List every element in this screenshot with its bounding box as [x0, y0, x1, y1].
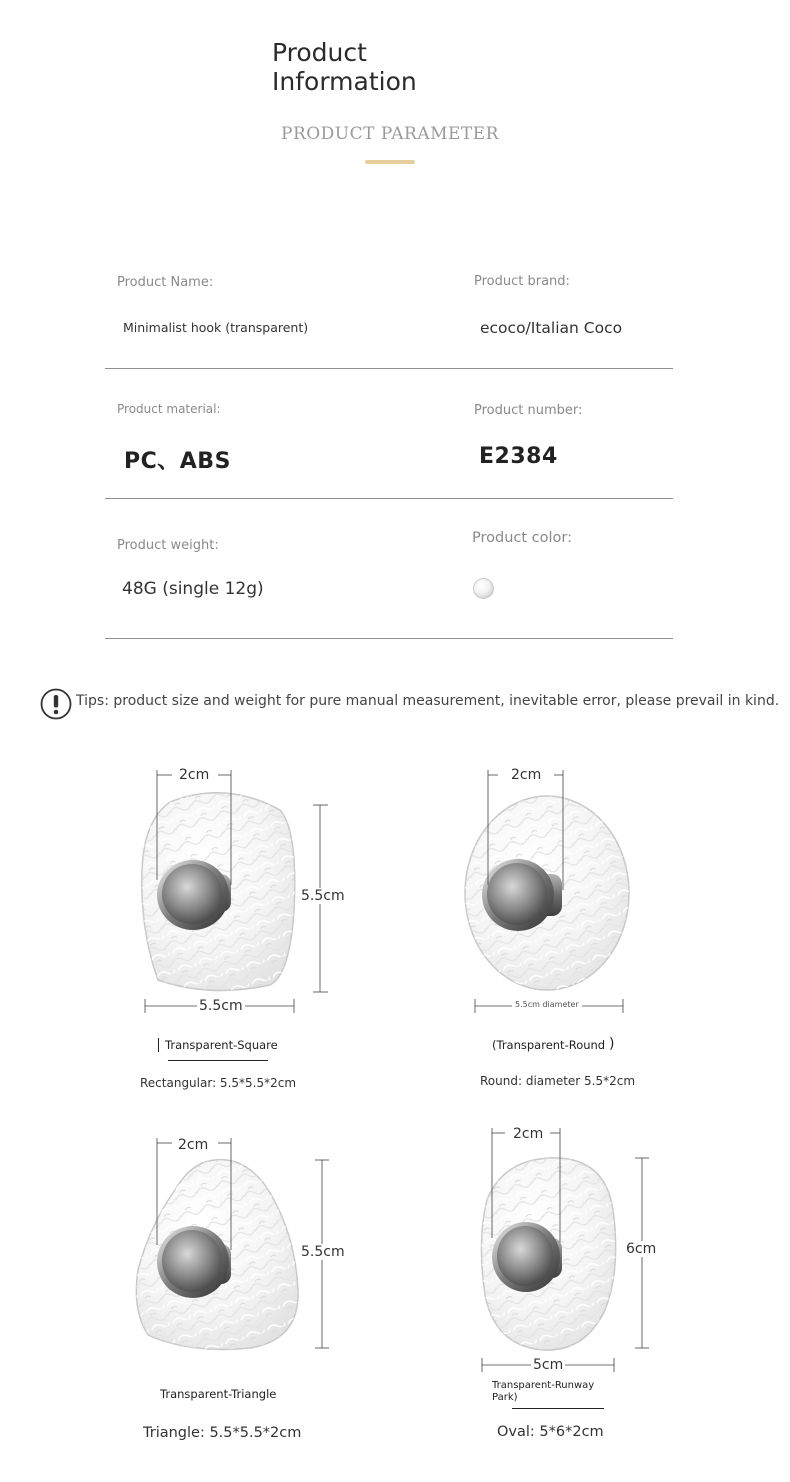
product-material-label: Product material: — [117, 402, 221, 416]
product-spec: Oval: 5*6*2cm — [497, 1424, 604, 1440]
product-caption: (Transparent-Round — [492, 1038, 606, 1052]
dim-width-top: 2cm — [179, 767, 210, 783]
tips-text: Tips: product size and weight for pure manual measurement, inevitable error, please prevail in kind. — [76, 693, 780, 709]
product-caption: Transparent-Triangle — [160, 1387, 277, 1401]
product-weight-label: Product weight: — [117, 538, 219, 553]
dim-width-top: 2cm — [513, 1126, 544, 1142]
product-material-value: PC、ABS — [124, 449, 231, 474]
round-hook-illustration — [455, 760, 715, 1020]
caption-underline — [512, 1408, 604, 1409]
product-spec: Rectangular: 5.5*5.5*2cm — [140, 1076, 297, 1090]
product-name-label: Product Name: — [117, 275, 214, 290]
product-spec: Triangle: 5.5*5.5*2cm — [143, 1425, 302, 1441]
page-title — [272, 38, 417, 96]
dim-width-bottom: 5cm — [533, 1357, 564, 1373]
caption-underline — [168, 1060, 268, 1061]
title-line-2: Information — [272, 67, 417, 96]
dim-width-bottom: 5.5cm — [199, 998, 243, 1014]
product-number-label: Product number: — [474, 403, 583, 418]
product-card-triangle — [130, 1130, 370, 1460]
product-name-value: Minimalist hook (transparent) — [123, 320, 309, 335]
product-caption-close: ) — [609, 1036, 615, 1052]
row-divider — [105, 638, 673, 639]
product-brand-label: Product brand: — [474, 274, 570, 289]
product-caption — [492, 1380, 594, 1404]
product-card-oval — [465, 1120, 715, 1460]
product-spec: Round: diameter 5.5*2cm — [480, 1074, 636, 1088]
product-number-value: E2384 — [479, 444, 558, 469]
caption-line-2: Park) — [492, 1392, 518, 1403]
product-caption: Transparent-Square — [158, 1038, 278, 1052]
oval-hook-illustration — [465, 1120, 715, 1380]
row-divider — [105, 498, 673, 499]
dim-height: 6cm — [626, 1241, 657, 1257]
product-card-round — [455, 760, 715, 1110]
dim-height: 5.5cm — [301, 888, 345, 904]
row-divider — [105, 368, 673, 369]
product-card-square — [130, 760, 370, 1110]
product-weight-value: 48G (single 12g) — [122, 579, 264, 599]
exclamation-circle-icon — [40, 688, 72, 720]
dim-width-top: 2cm — [511, 767, 542, 783]
title-line-1: Product — [272, 38, 367, 67]
section-subtitle: PRODUCT PARAMETER — [281, 124, 499, 144]
caption-line-1: Transparent-Runway — [492, 1380, 595, 1391]
product-color-label: Product color: — [472, 530, 572, 546]
dim-height: 5.5cm — [301, 1244, 345, 1260]
transparent-color-swatch — [473, 578, 494, 599]
accent-bar — [365, 160, 415, 164]
product-brand-value: ecoco/Italian Coco — [480, 319, 623, 337]
dim-width-top: 2cm — [178, 1137, 209, 1153]
dim-diameter: 5.5cm diameter — [512, 1000, 582, 1009]
